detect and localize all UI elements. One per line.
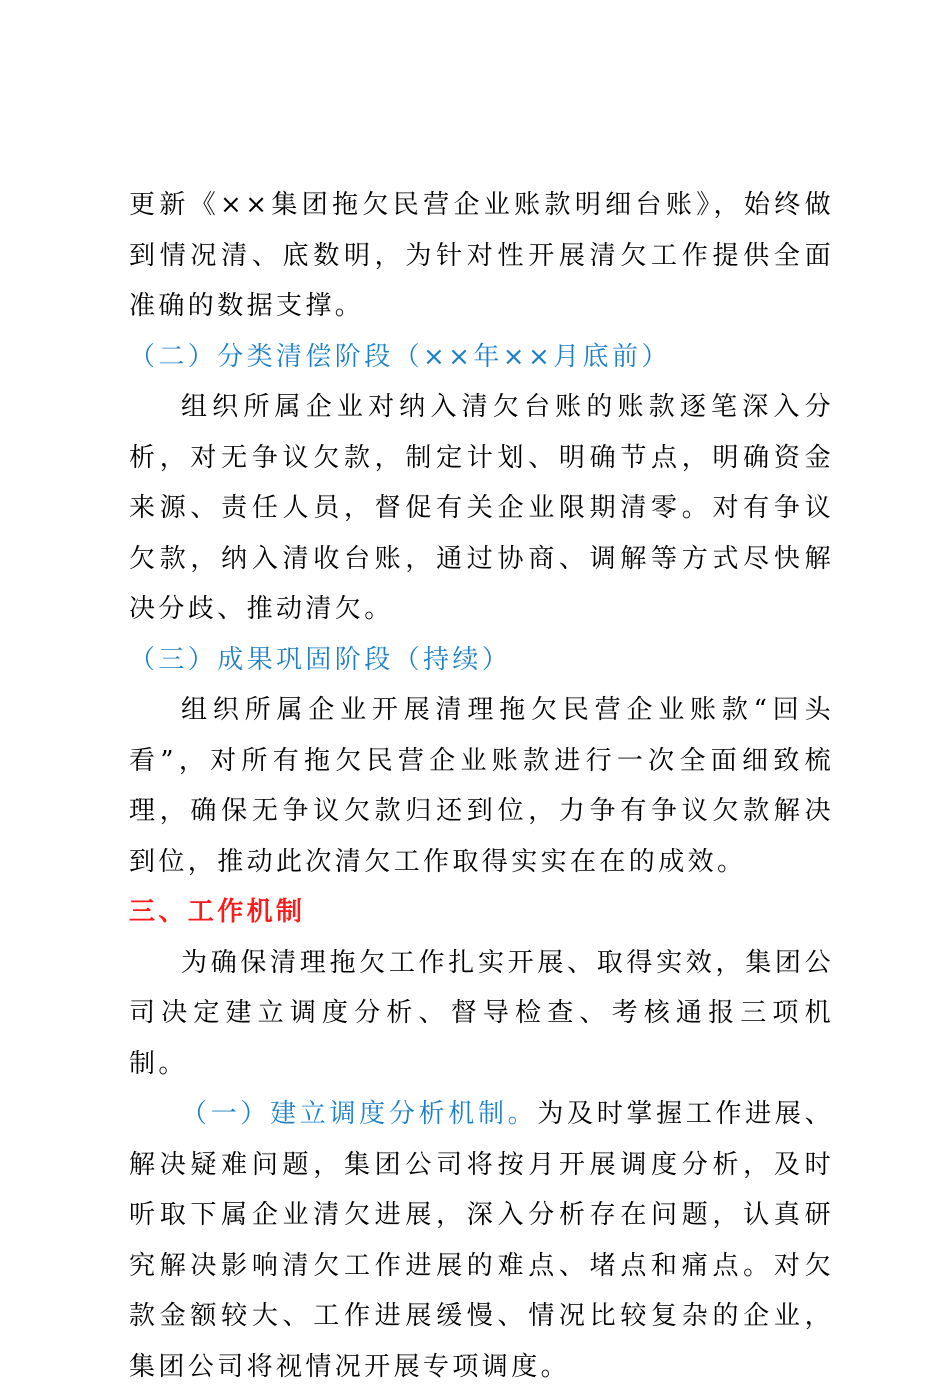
heading-classified-repayment-stage: （二）分类清偿阶段（××年××月底前）: [129, 341, 671, 372]
paragraph-scheduling-body: 为及时掌握工作进展、解决疑难问题，集团公司将按月开展调度分析，及时听取下属企业清欠进展，深入分析存在问题，认真研究解决影响清欠工作进展的难点、堵点和痛点。对欠款金额较大、工作进展缓慢、情况比较复杂的企业，集团公司将视情况开展专项调度。: [129, 1099, 834, 1382]
paragraph-scheduling-mechanism: [129, 1089, 834, 1392]
inline-heading-scheduling-mechanism: （一）建立调度分析机制。: [181, 1099, 538, 1129]
heading-work-mechanism: 三、工作机制: [129, 897, 306, 927]
paragraph-mechanism-intro: 为确保清理拖欠工作扎实开展、取得实效，集团公司决定建立调度分析、督导检查、考核通报三项机制。: [129, 947, 834, 1079]
document-page: [129, 180, 834, 1392]
paragraph-classified-repayment: 组织所属企业对纳入清欠台账的账款逐笔深入分析，对无争议欠款，制定计划、明确节点，明确资金来源、责任人员，督促有关企业限期清零。对有争议欠款，纳入清收台账，通过协商、调解等方式尽快解决分歧、推动清欠。: [129, 392, 834, 624]
heading-consolidation-stage: （三）成果巩固阶段（持续）: [129, 644, 512, 675]
paragraph-consolidation: 组织所属企业开展清理拖欠民营企业账款“回头看”，对所有拖欠民营企业账款进行一次全面细致梳理，确保无争议欠款归还到位，力争有争议欠款解决到位，推动此次清欠工作取得实实在在的成效。: [129, 695, 834, 877]
paragraph-ledger-update: 更新《××集团拖欠民营企业账款明细台账》，始终做到情况清、底数明，为针对性开展清欠工作提供全面准确的数据支撑。: [129, 190, 834, 321]
